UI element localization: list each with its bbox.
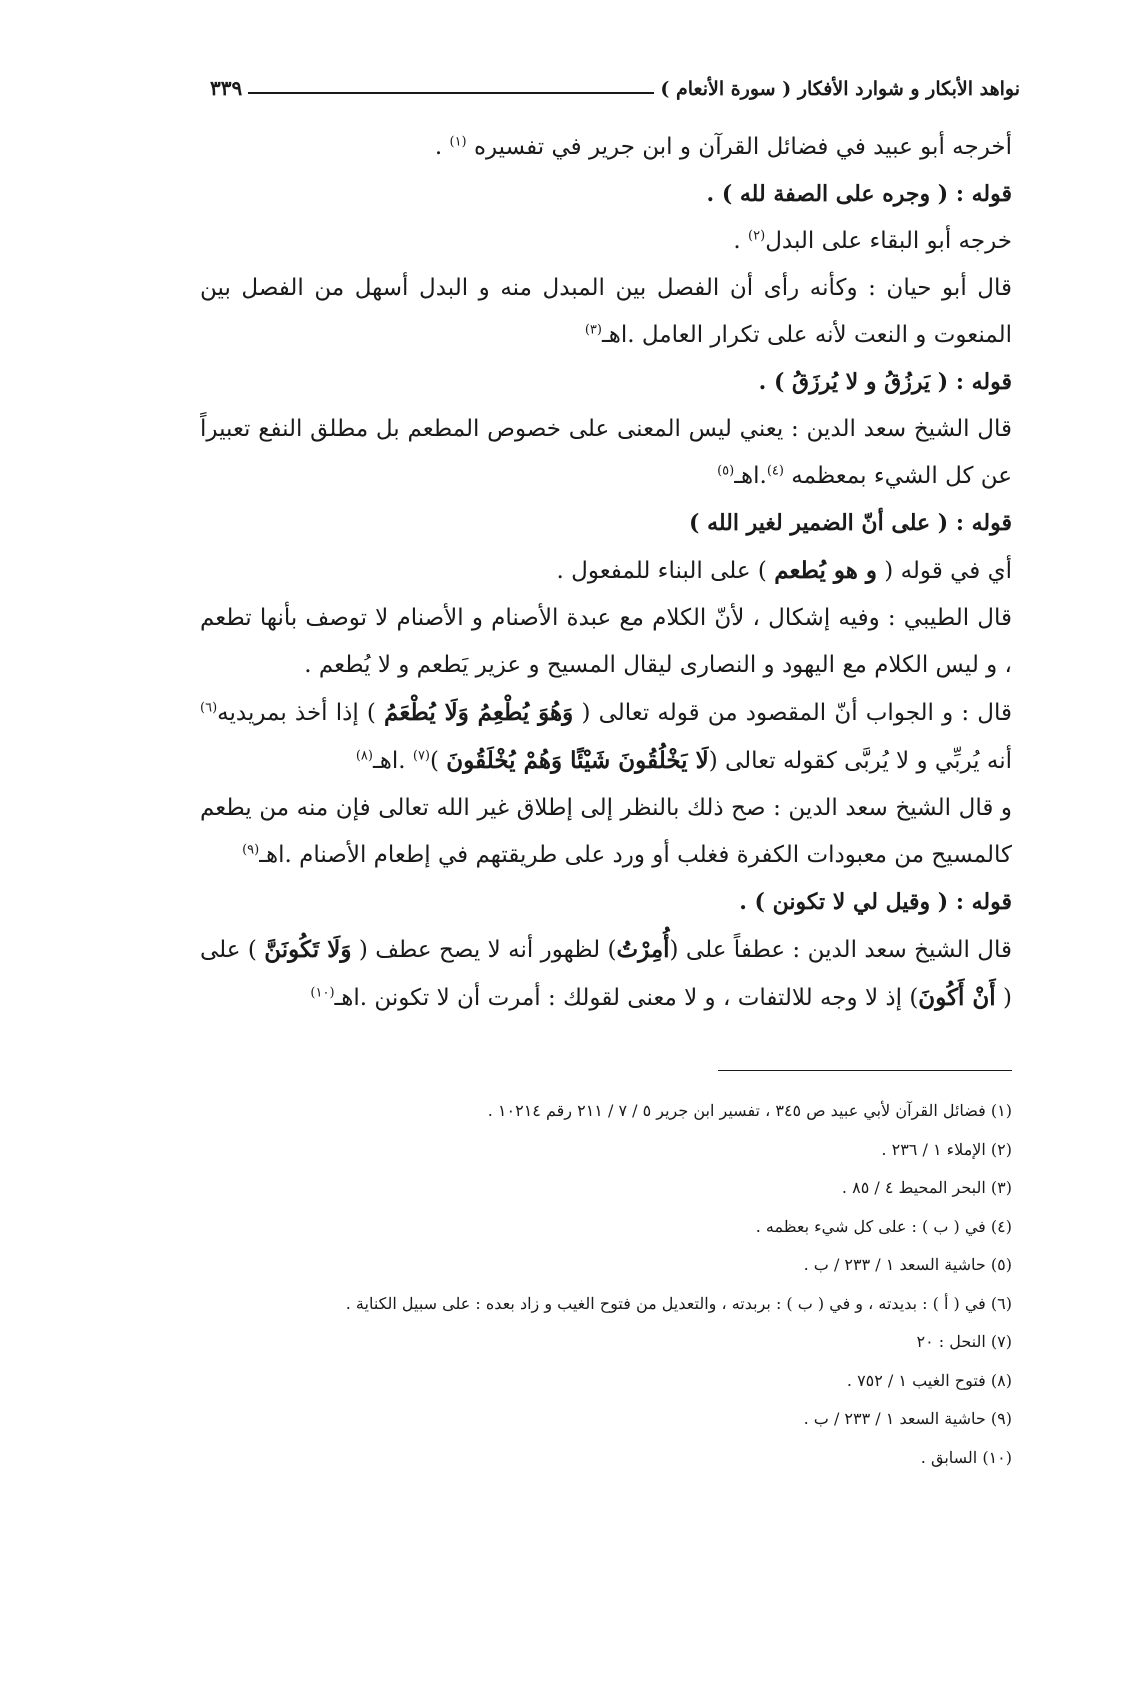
footnote: (٢) الإملاء ١ / ٢٣٦ . bbox=[881, 1139, 1012, 1159]
section-heading: قوله : ( يَرزُقُ و لا يُرزَقُ ) . bbox=[758, 369, 1012, 395]
footnote-ref: (١) bbox=[449, 134, 467, 150]
footnote: (٥) حاشية السعد ١ / ٢٣٣ / ب . bbox=[803, 1255, 1012, 1274]
footnote: (٣) البحر المحيط ٤ / ٨٥ . bbox=[841, 1178, 1012, 1197]
footnote: (١٠) السابق . bbox=[920, 1447, 1012, 1467]
paragraph: قال أبو حيان : وكأنه رأى أن الفصل بين المبدل منه و البدل أسهل من الفصل بين المنعوت و النعت لأنه على تكرار العامل .اهـ$^{(٣)}$ bbox=[200, 275, 1012, 348]
section-heading: قوله : ( وجره على الصفة لله ) . bbox=[706, 181, 1012, 207]
footnote-ref: (٤) bbox=[766, 463, 784, 479]
footnote-ref: (٦) bbox=[200, 700, 218, 716]
quran-quote: وَلَا تَكُونَنَّ bbox=[264, 936, 352, 963]
quran-quote: أَنْ أَكُونَ bbox=[918, 984, 996, 1011]
footnote-divider bbox=[718, 1070, 1012, 1071]
footnote: (١) فضائل القرآن لأبي عبيد ص ٣٤٥ ، تفسير ابن جرير ٥ / ٧ / ٢١١ رقم ١٠٢١٤ . bbox=[487, 1101, 1012, 1120]
paragraph: أخرجه أبو عبيد في فضائل القرآن و ابن جرير في تفسيره $^{(١)}$ . bbox=[434, 134, 1012, 160]
footnote: (٦) في ( أ ) : بديدته ، و في ( ب ) : بربدته ، والتعديل من فتوح الغيب و زاد بعده : على سبيل الكناية . bbox=[345, 1293, 1012, 1313]
footnote-ref: (٢) bbox=[748, 228, 766, 244]
section-heading: قوله : ( على أنّ الضمير لغير الله ) bbox=[689, 510, 1012, 536]
paragraph: قال الشيخ سعد الدين : عطفاً على (أُمِرْتُ) لظهور أنه لا يصح عطف ( وَلَا تَكُونَنَّ ) على ( أَنْ أَكُونَ) إذ لا وجه للالتفات ، و لا معنى لقولك : أمرت أن لا تكونن .اهـ$^{(١٠)}$ bbox=[200, 936, 1012, 1011]
footnote-ref: (٨) bbox=[355, 748, 373, 764]
book-title: نواهد الأبكار و شوارد الأفكار ( سورة الأنعام ) bbox=[660, 78, 1020, 100]
paragraph: و قال الشيخ سعد الدين : صح ذلك بالنظر إلى إطلاق غير الله تعالى فإن منه من يطعم كالمسيح من معبودات الكفرة فغلب أو ورد على طريقتهم في إطعام الأصنام .اهـ$^{(٩)}$ bbox=[200, 795, 1012, 868]
quran-quote: أُمِرْتُ bbox=[616, 936, 670, 963]
footnote: (٧) النحل : ٢٠ bbox=[916, 1332, 1012, 1351]
paragraph: خرجه أبو البقاء على البدل$^{(٢)}$ . bbox=[733, 228, 1012, 254]
page-number: ٣٣٩ bbox=[210, 76, 243, 100]
footnote: (٩) حاشية السعد ١ / ٢٣٣ / ب . bbox=[803, 1409, 1012, 1428]
quran-quote: لَا يَخْلُقُونَ شَيْئًا وَهُمْ يُخْلَقُونَ bbox=[446, 747, 709, 774]
footnote-ref: (٥) bbox=[717, 463, 735, 479]
header-rule bbox=[248, 92, 654, 94]
main-text bbox=[200, 124, 1012, 1022]
footnote: (٨) فتوح الغيب ١ / ٧٥٢ . bbox=[846, 1370, 1012, 1390]
footnote-ref: (٧) bbox=[412, 748, 430, 764]
quran-quote: وَهُوَ يُطْعِمُ وَلَا يُطْعَمُ bbox=[384, 699, 574, 726]
running-header bbox=[210, 66, 1020, 100]
footnote-ref: (٣) bbox=[584, 322, 602, 338]
paragraph: قال الشيخ سعد الدين : يعني ليس المعنى على خصوص المطعم بل مطلق النفع تعبيراً عن كل الشيء بمعظمه $^{(٤)}$.اهـ$^{(٥)}$ bbox=[200, 416, 1012, 489]
footnote: (٤) في ( ب ) : على كل شيء بعظمه . bbox=[755, 1216, 1012, 1236]
footnotes bbox=[200, 1092, 1012, 1477]
paragraph: أي في قوله ( و هو يُطعم ) على البناء للمفعول . bbox=[556, 557, 1012, 584]
paragraph: قال الطيبي : وفيه إشكال ، لأنّ الكلام مع عبدة الأصنام و الأصنام لا توصف بأنها تطعم ، و ليس الكلام مع اليهود و النصارى ليقال المسيح و عزير يَطعم و لا يُطعم . bbox=[200, 605, 1012, 678]
footnote-ref: (٩) bbox=[242, 842, 260, 858]
paragraph: قال : و الجواب أنّ المقصود من قوله تعالى ( وَهُوَ يُطْعِمُ وَلَا يُطْعَمُ ) إذا أخذ بمريديه$^{(٦)}$ أنه يُربِّي و لا يُربَّى كقوله تعالى (لَا يَخْلُقُونَ شَيْئًا وَهُمْ يُخْلَقُونَ )$^{(٧)}$ .اهـ$^{(٨)}$ bbox=[200, 699, 1012, 774]
footnote-ref: (١٠) bbox=[310, 985, 335, 1001]
section-heading: قوله : ( وقيل لي لا تكونن ) . bbox=[739, 889, 1012, 915]
